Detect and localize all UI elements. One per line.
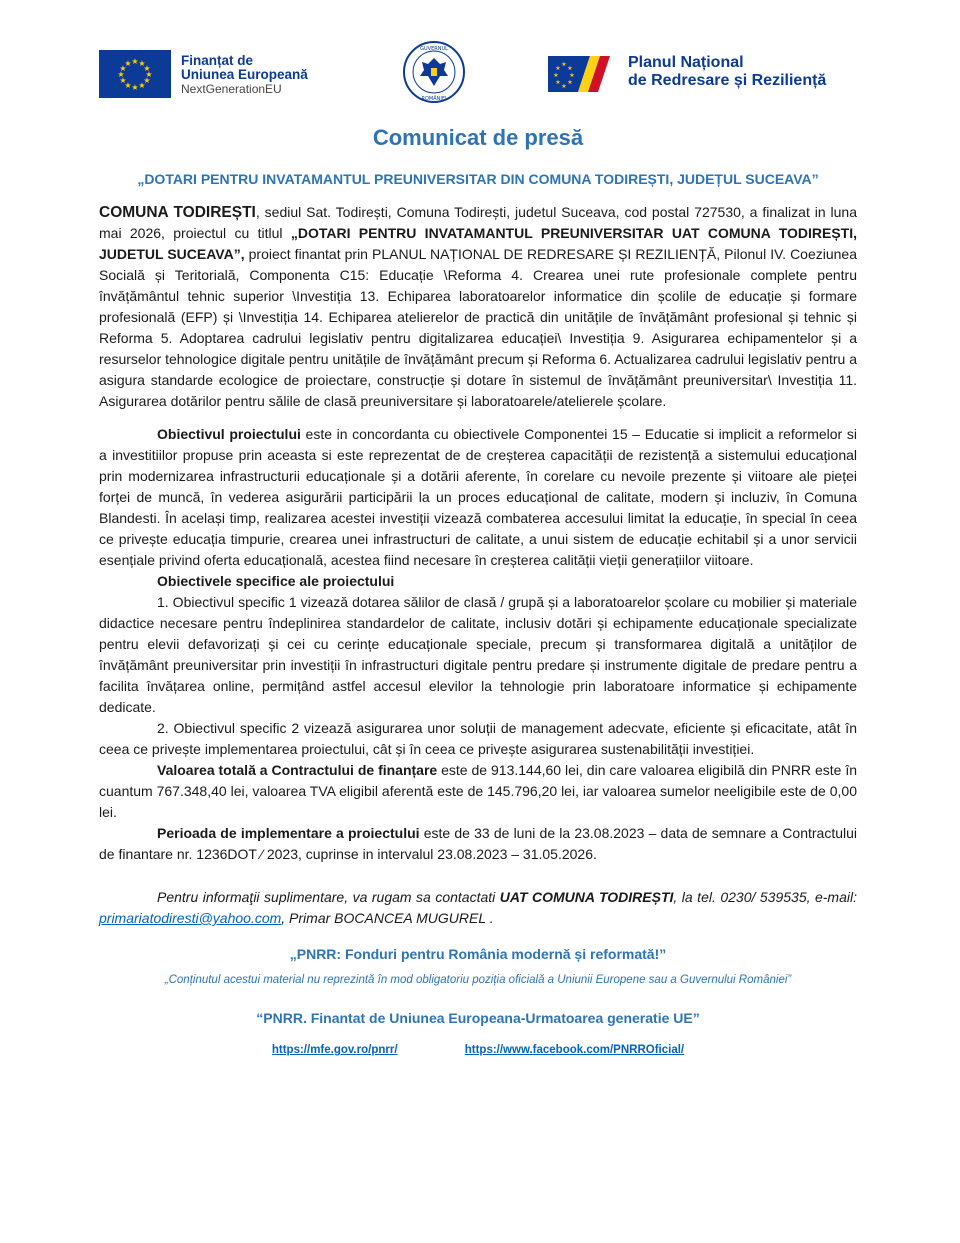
svg-text:★: ★	[119, 76, 127, 85]
svg-text:★: ★	[555, 65, 561, 72]
pnrr-logo-line2: de Redresare și Reziliență	[628, 72, 827, 89]
mfe-link[interactable]: https://mfe.gov.ro/pnrr/	[271, 1044, 398, 1056]
pnrr-logo-text	[628, 54, 928, 90]
contract-value-paragraph	[99, 760, 857, 823]
eu-logo-text	[181, 54, 381, 96]
contract-value-label: Valoarea totală a Contractului de finanțare	[157, 762, 438, 778]
facebook-link[interactable]: https://www.facebook.com/PNRROficial/	[464, 1044, 685, 1056]
intro-lead: COMUNA TODIREȘTI	[99, 204, 256, 221]
svg-text:★: ★	[143, 76, 151, 85]
svg-text:★: ★	[555, 79, 561, 86]
svg-text:GUVERNUL: GUVERNUL	[420, 46, 448, 52]
page-title: Comunicat de presă	[372, 125, 584, 150]
specific-objective-1: 1. Obiectivul specific 1 vizează dotarea sălilor de clasă / grupă și a laboratoarelor școlare cu mobilier și materiale didactice necesare pentru îndeplinirea standardelor de calitate, inclusiv dotări și echipamente educaționale specializate pentru elevii defavorizați și cei cu cerințe educaționale speciale, precum și transformarea digitală a unităților de învățământ preuniversitar prin investiții în infrastructuri digitale pentru predare și instrumente digitale de predare pentru a facilita învățarea online, permițând astfel accesul elevilor la tehnologie prin laboratoare informatice și echipamente dedicate.	[99, 594, 857, 715]
svg-text:★: ★	[131, 57, 139, 66]
svg-text:★: ★	[131, 83, 139, 92]
objective-text: este in concordanta cu obiectivele Componentei 15 – Educatie si implicit a reformelor si a investitiilor propuse prin aceasta si este reprezentat de de creșterea capacității de rezistență a sistemului educațional prin modernizarea infrastructurii educaționale și a dotării aferente, în corelare cu nevoile prezente și viitoare ale pieței forței de muncă, în vederea asigurării participării la un proces educațional de calitate, modern și incluziv, în Comuna Blandesti. În același timp, realizarea acestei investiții vizează combaterea accesului limitat la educație, în special în ceea ce privește educația timpurie, crearea unei infrastructuri de calitate, a unui sistem de educație echitabil și a unor servicii esențiale privind oferta educațională, acestea fiind necesare în creșterea calității vieții generațiilor viitoare.	[99, 426, 857, 568]
pnrr-logo-line1: Planul Național	[628, 54, 744, 71]
svg-text:★: ★	[117, 70, 125, 79]
contact-text-a: Pentru informaţii suplimentare, va rugam sa contactati	[157, 889, 500, 905]
contact-paragraph	[99, 887, 857, 929]
contract-value-text: este de 913.144,60 lei, din care valoarea eligibilă din PNRR este în cuantum 767.348,40 lei, valoarea TVA eligibil aferentă este de 145.796,20 lei, iar valoarea sumelor neeligibile este de 0,00 lei.	[99, 762, 858, 820]
objective-paragraph	[99, 424, 857, 571]
svg-text:★: ★	[124, 81, 132, 90]
svg-text:★: ★	[553, 72, 559, 79]
eu-logo-line2: Uniunea Europeană	[181, 67, 308, 82]
contact-organization: UAT COMUNA TODIREȘTI	[499, 889, 674, 905]
specific-objective-2: 2. Obiectivul specific 2 vizează asigurarea unor soluții de management adecvate, eficiente și eficacitate, atât în ceea ce privește implementarea proiectului, cât și în ceea ce privește asigurarea sustenabilității investiției.	[99, 720, 857, 757]
svg-text:★: ★	[119, 64, 127, 73]
implementation-period-paragraph	[99, 823, 857, 865]
contact-email-link[interactable]: primariatodiresti@yahoo.com	[99, 910, 282, 926]
romanian-government-seal-icon	[402, 40, 466, 104]
svg-text:★: ★	[145, 70, 153, 79]
implementation-period-text: este de 33 de luni de la 23.08.2023 – data de semnare a Contractului de finantare nr. 1236DOT ⁄ 2023, cuprinse in intervalul 23.08.2023 – 31.05.2026.	[99, 825, 858, 862]
pnrr-slogan: „PNRR: Fonduri pentru România modernă și reformată!”	[289, 946, 667, 962]
svg-text:★: ★	[567, 65, 573, 72]
logo-header	[0, 40, 960, 110]
implementation-period-label: Perioada de implementare a proiectului	[157, 825, 420, 841]
svg-text:★: ★	[143, 64, 151, 73]
specific-objectives-heading: Obiectivele specifice ale proiectului	[157, 573, 395, 589]
press-release-body	[99, 125, 857, 1056]
svg-text:★: ★	[138, 59, 146, 68]
objective-label: Obiectivul proiectului	[157, 426, 301, 442]
intro-text-a: , sediul Sat. Todirești, Comuna Todirești, judetul Suceava, cod postal 727530, a finalizat in luna mai 2026, proiectul cu titlul	[99, 204, 857, 241]
project-subtitle: „DOTARI PENTRU INVATAMANTUL PREUNIVERSITAR DIN COMUNA TODIREȘTI, JUDEȚUL SUCEAVA”	[137, 171, 819, 187]
pnrr-flag-icon	[548, 50, 620, 98]
intro-project-title: „DOTARI PENTRU INVATAMANTUL PREUNIVERSITAR UAT COMUNA TODIREȘTI, JUDETUL SUCEAVA”,	[99, 225, 857, 262]
contact-text-c: , Primar BOCANCEA MUGUREL .	[281, 910, 494, 926]
svg-text:★: ★	[124, 59, 132, 68]
intro-text-b: proiect finantat prin PLANUL NAȚIONAL DE REDRESARE ȘI REZILIENȚĂ, Pilonul IV. Coeziunea Socială și Teritorială, Componenta C15: Educație \Reforma 4. Crearea unei rute profesionale complete pentru învățământul tehnic superior \Investiția 13. Echiparea laboratoarelor informatice din școlile de educație și formare profesională (EFP) și \Investiția 14. Echiparea atelierelor de practică din unitățile de învățământ profesional și tehnic și Reforma 5. Adoptarea cadrului legislativ pentru digitalizarea educației\ Investiția 9. Asigurarea echipamentelor și a resurselor tehnologice digitale pentru unitățile de învățământ precum și Reforma 6. Actualizarea cadrului legislativ pentru a asigura standarde ecologice de proiectare, construcție și dotare în sistemul de învățământ preuniversitar\ Investiția 11. Asigurarea dotărilor pentru sălile de clasă preuniversitare și laboratoarele/atelierele școlare.	[99, 246, 858, 409]
svg-text:★: ★	[561, 61, 567, 68]
svg-text:★: ★	[138, 81, 146, 90]
eu-logo-line3: NextGenerationEU	[181, 82, 282, 96]
eu-flag-icon	[99, 50, 171, 98]
svg-text:★: ★	[569, 72, 575, 79]
eu-logo-line1: Finanțat de	[181, 53, 254, 68]
svg-text:ROMÂNIEI: ROMÂNIEI	[421, 96, 447, 102]
intro-paragraph	[99, 202, 857, 412]
svg-text:★: ★	[561, 83, 567, 90]
footer-slogan: “PNRR. Finantat de Uniunea Europeana-Urmatoarea generatie UE”	[256, 1010, 700, 1026]
svg-text:★: ★	[567, 79, 573, 86]
footer-links	[99, 1044, 857, 1056]
contact-text-b: , la tel. 0230/ 539535, e-mail:	[673, 889, 857, 905]
disclaimer-text: „Conținutul acestui material nu reprezintă în mod obligatoriu poziția oficială a Uniunii Europene sau a Guvernului României”	[164, 974, 792, 986]
